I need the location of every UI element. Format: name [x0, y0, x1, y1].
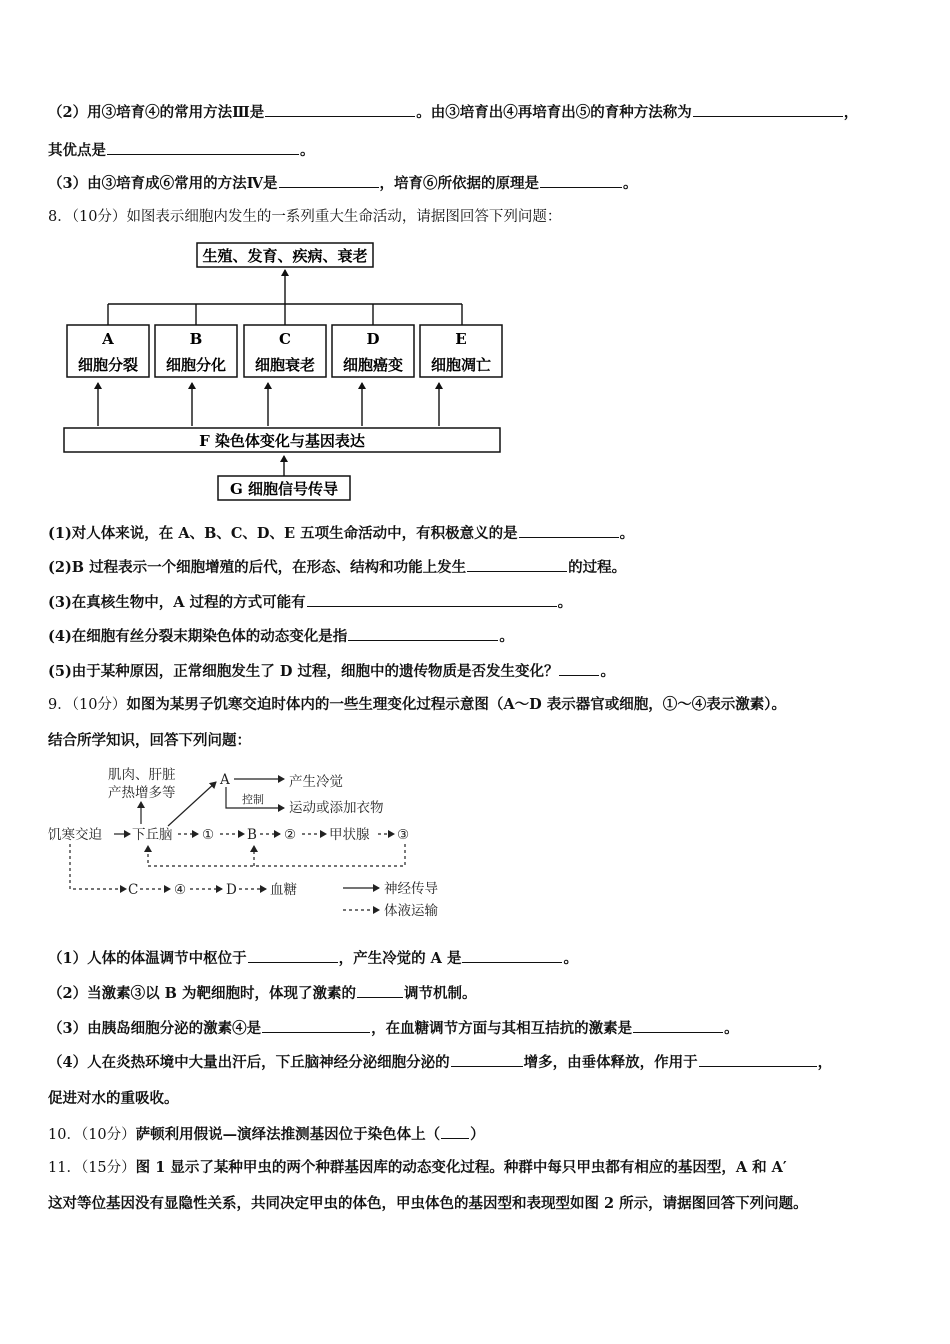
g-box-label: G 细胞信号传导	[229, 480, 339, 498]
question-stem: ）	[470, 1126, 485, 1143]
answer-blank[interactable]	[279, 173, 379, 188]
hypothalamus-label: 下丘脑	[132, 827, 173, 843]
move-label: 运动或添加衣物	[289, 800, 384, 816]
q9-stem-2	[48, 731, 251, 751]
question-stem: 如图为某男子饥寒交迫时体内的一些生理变化过程示意图（A～D 表示器官或细胞，①～④表示激素）。	[126, 696, 787, 713]
q9-stem	[48, 695, 786, 715]
q7-text: 。	[623, 175, 638, 192]
box-label: 细胞衰老	[254, 356, 316, 374]
part-text: (5)由于某种原因，正常细胞发生了 D 过程，细胞中的遗传物质是否发生变化？	[48, 663, 559, 680]
node-b: B	[247, 827, 257, 843]
part-text: （2）当激素③以 B 为靶细胞时，体现了激素的	[48, 985, 356, 1002]
question-stem: 图 1 显示了某种甲虫的两个种群基因库的动态变化过程。种群中每只甲虫都有相应的基因型，A 和 A′	[135, 1159, 787, 1176]
q10-stem	[48, 1124, 485, 1145]
heat-label: 产热增多等	[108, 785, 176, 801]
question-stem: 萨顿利用假说—演绎法推测基因位于染色体上（	[135, 1126, 441, 1143]
box-a	[67, 325, 149, 377]
box-c	[244, 325, 326, 377]
box-label: 细胞癌变	[342, 356, 404, 374]
q9-part-2	[48, 983, 476, 1004]
q8-part-1	[48, 523, 634, 544]
q7-text: （3）由③培育成⑥常用的方法Ⅳ是	[48, 175, 278, 192]
q8-part-3	[48, 592, 572, 613]
legend-fluid-label: 体液运输	[384, 903, 438, 919]
question-number: 11．（15分）	[48, 1160, 136, 1176]
part-text: (3)在真核生物中，A 过程的方式可能有	[48, 594, 306, 611]
part-text: (4)在细胞有丝分裂末期染色体的动态变化是指	[48, 628, 348, 645]
q7-text: ，	[843, 104, 859, 121]
part-text: （4）人在炎热环境中大量出汗后，下丘脑神经分泌细胞分泌的	[48, 1054, 450, 1071]
part-text: 。	[499, 628, 514, 645]
q7-line-2b	[48, 140, 315, 161]
box-letter: D	[366, 330, 380, 348]
hormone-4: ④	[174, 882, 187, 898]
hormone-3: ③	[397, 827, 410, 843]
box-label: 细胞分裂	[77, 356, 139, 374]
question-number: 8．（10分）	[48, 209, 127, 225]
q8-stem	[48, 207, 561, 227]
answer-blank[interactable]	[107, 140, 299, 155]
cold-hunger-diagram	[44, 762, 464, 922]
answer-blank[interactable]	[248, 948, 338, 963]
part-text: ，在血糖调节方面与其相互拮抗的激素是	[371, 1020, 633, 1037]
part-text: 。	[557, 594, 573, 611]
answer-blank[interactable]	[633, 1018, 723, 1033]
answer-blank[interactable]	[693, 102, 843, 117]
part-text: 。	[724, 1020, 739, 1037]
answer-blank[interactable]	[451, 1052, 523, 1067]
top-box-label: 生殖、发育、疾病、衰老	[202, 247, 368, 265]
q9-part-4b	[48, 1089, 179, 1109]
part-text: 的过程。	[568, 559, 627, 576]
part-text: ，产生冷觉的 A 是	[338, 950, 462, 967]
part-text: 促进对水的重吸收。	[48, 1090, 179, 1107]
answer-blank[interactable]	[307, 592, 557, 607]
answer-blank[interactable]	[540, 173, 622, 188]
box-label: 细胞分化	[165, 356, 227, 374]
part-text: ，	[817, 1054, 833, 1071]
cold-sense-label: 产生冷觉	[289, 774, 343, 790]
box-e	[420, 325, 502, 377]
cell-activity-diagram	[60, 238, 510, 503]
node-d: D	[226, 882, 237, 898]
muscle-liver-label: 肌肉、肝脏	[108, 767, 176, 783]
answer-blank[interactable]	[265, 102, 415, 117]
q9-part-1	[48, 948, 578, 969]
question-number: 9．（10分）	[48, 697, 127, 713]
box-d	[332, 325, 414, 377]
box-letter: E	[455, 330, 467, 348]
hormone-1: ①	[202, 827, 215, 843]
legend-nerve-label: 神经传导	[384, 881, 438, 897]
part-text: 。	[600, 663, 615, 680]
q7-text: （2）用③培育④的常用方法Ⅲ是	[48, 104, 265, 121]
q7-text: 其优点是	[48, 142, 106, 159]
blood-sugar-label: 血糖	[270, 882, 297, 898]
box-letter: A	[102, 330, 114, 348]
box-letter: B	[189, 330, 203, 348]
node-c: C	[128, 882, 139, 898]
part-text: 增多，由垂体释放，作用于	[523, 1054, 698, 1071]
q9-part-3	[48, 1018, 739, 1039]
hormone-2: ②	[284, 827, 297, 843]
part-text: （3）由胰岛细胞分泌的激素④是	[48, 1020, 262, 1037]
answer-blank[interactable]	[467, 557, 567, 572]
q8-part-2	[48, 557, 626, 578]
q7-line-2	[48, 102, 858, 123]
part-text: 。	[619, 525, 635, 542]
q8-part-4	[48, 626, 514, 647]
question-stem: 如图表示细胞内发生的一系列重大生命活动，请据图回答下列问题：	[126, 209, 562, 225]
part-text: (2)B 过程表示一个细胞增殖的后代，在形态、结构和功能上发生	[48, 559, 467, 576]
question-number: 10．（10分）	[48, 1127, 136, 1143]
question-stem: 结合所学知识，回答下列问题：	[48, 732, 251, 749]
answer-blank[interactable]	[699, 1052, 817, 1067]
q11-stem	[48, 1158, 787, 1178]
part-text: （1）人体的体温调节中枢位于	[48, 950, 247, 967]
answer-blank[interactable]	[357, 983, 403, 998]
answer-blank[interactable]	[519, 523, 619, 538]
thyroid-label: 甲状腺	[329, 827, 370, 843]
q7-text: 。	[300, 142, 315, 159]
q8-part-5	[48, 661, 615, 682]
part-text: 调节机制。	[403, 985, 477, 1002]
q7-line-3	[48, 173, 638, 194]
control-label: 控制	[242, 793, 264, 806]
part-text: (1)对人体来说，在 A、B、C、D、E 五项生命活动中，有积极意义的是	[48, 525, 518, 542]
box-letter: C	[279, 330, 291, 348]
q9-part-4	[48, 1052, 832, 1073]
answer-blank[interactable]	[348, 626, 498, 641]
answer-blank[interactable]	[559, 661, 599, 676]
box-b	[155, 325, 237, 377]
q7-text: ，培育⑥所依据的原理是	[379, 175, 540, 192]
answer-blank[interactable]	[441, 1124, 469, 1139]
q11-stem-2	[48, 1194, 808, 1214]
answer-blank[interactable]	[462, 948, 562, 963]
q7-text: 。由③培育出④再培育出⑤的育种方法称为	[416, 104, 692, 121]
part-text: 。	[563, 950, 578, 967]
f-box-label: F 染色体变化与基因表达	[199, 432, 365, 450]
hunger-cold-label: 饥寒交迫	[48, 827, 102, 843]
answer-blank[interactable]	[262, 1018, 370, 1033]
question-stem: 这对等位基因没有显隐性关系，共同决定甲虫的体色，甲虫体色的基因型和表现型如图 2 所示，请据图回答下列问题。	[48, 1195, 808, 1212]
node-a: A	[220, 772, 230, 788]
box-label: 细胞凋亡	[430, 356, 492, 374]
